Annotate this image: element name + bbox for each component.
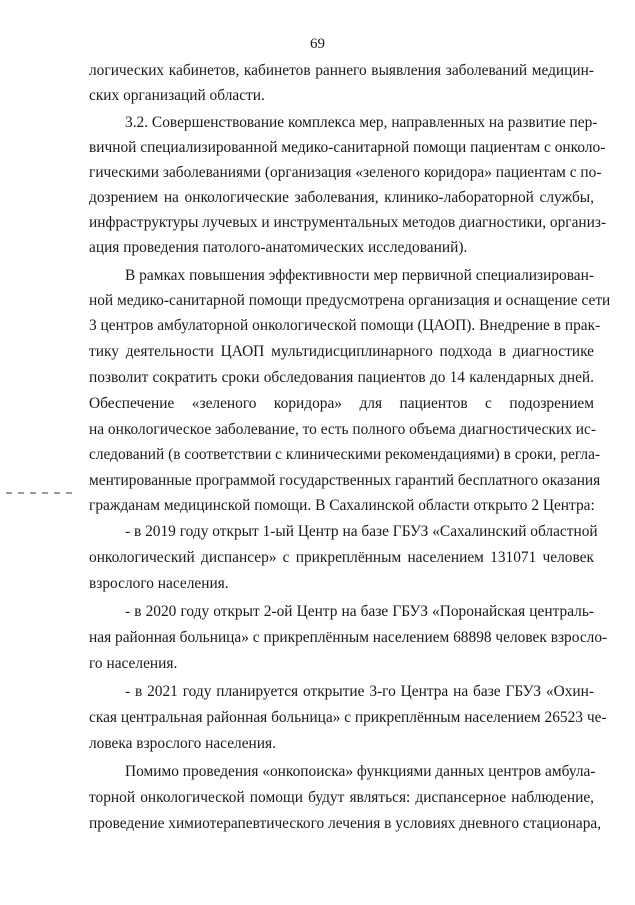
text-line: - в 2021 году планируется открытие 3-го Центра на базе ГБУЗ «Охин- bbox=[125, 683, 594, 700]
text-line: ная районная больница» с прикреплённым населением 68898 человек взросло- bbox=[89, 629, 608, 646]
text-line: ация проведения патолого-анатомических исследований). bbox=[89, 239, 468, 256]
text-line: онкологический диспансер» с прикреплённым населением 131071 человек bbox=[89, 549, 594, 566]
text-line: логических кабинетов, кабинетов раннего выявления заболеваний медицин- bbox=[89, 62, 594, 79]
text-line: ной медико-санитарной помощи предусмотрена организация и оснащение сети bbox=[89, 292, 611, 309]
text-line: проведение химиотерапевтического лечения в условиях дневного стационара, bbox=[89, 815, 602, 832]
text-line: гражданам медицинской помощи. В Сахалинской области открыто 2 Центра: bbox=[89, 497, 595, 514]
text-line: дозрением на онкологические заболевания, клинико-лабораторной службы, bbox=[89, 189, 594, 206]
text-line: В рамках повышения эффективности мер первичной специализирован- bbox=[125, 267, 594, 284]
text-line: ская центральная районная больница» с прикреплённым населением 26523 че- bbox=[89, 709, 607, 726]
text-line: инфраструктуры лучевых и инструментальных методов диагностики, организ- bbox=[89, 214, 607, 231]
page-number: 69 bbox=[310, 36, 325, 52]
text-line: взрослого населения. bbox=[89, 575, 229, 592]
margin-mark bbox=[6, 492, 78, 494]
text-line: тику деятельности ЦАОП мультидисциплинарного подхода в диагностике bbox=[89, 343, 594, 360]
text-line: 3 центров амбулаторной онкологической помощи (ЦАОП). Внедрение в прак- bbox=[89, 317, 601, 334]
text-line: ментированные программой государственных гарантий бесплатного оказания bbox=[89, 472, 601, 489]
text-line: торной онкологической помощи будут являться: диспансерное наблюдение, bbox=[89, 789, 594, 806]
text-line: - в 2019 году открыт 1-ый Центр на базе ГБУЗ «Сахалинский областной bbox=[125, 523, 598, 540]
text-line: - в 2020 году открыт 2-ой Центр на базе ГБУЗ «Поронайская централь- bbox=[125, 603, 594, 620]
text-line: ских организаций области. bbox=[89, 87, 265, 104]
text-line: вичной специализированной медико-санитарной помощи пациентам с онколо- bbox=[89, 139, 606, 156]
text-line: гическими заболеваниями (организация «зеленого коридора» пациентам с по- bbox=[89, 164, 602, 181]
text-line: ловека взрослого населения. bbox=[89, 735, 276, 752]
text-line: го населения. bbox=[89, 655, 178, 672]
text-line: Помимо проведения «онкопоиска» функциями данных центров амбула- bbox=[125, 763, 596, 780]
text-line: Обеспечение «зеленого коридора» для пациентов с подозрением bbox=[89, 395, 594, 412]
text-line: позволит сократить сроки обследования пациентов до 14 календарных дней. bbox=[89, 369, 594, 386]
text-line: 3.2. Совершенствование комплекса мер, направленных на развитие пер- bbox=[125, 114, 598, 131]
text-line: на онкологическое заболевание, то есть полного объема диагностических ис- bbox=[89, 421, 596, 438]
text-line: следований (в соответствии с клиническими рекомендациями) в сроки, регла- bbox=[89, 446, 601, 463]
